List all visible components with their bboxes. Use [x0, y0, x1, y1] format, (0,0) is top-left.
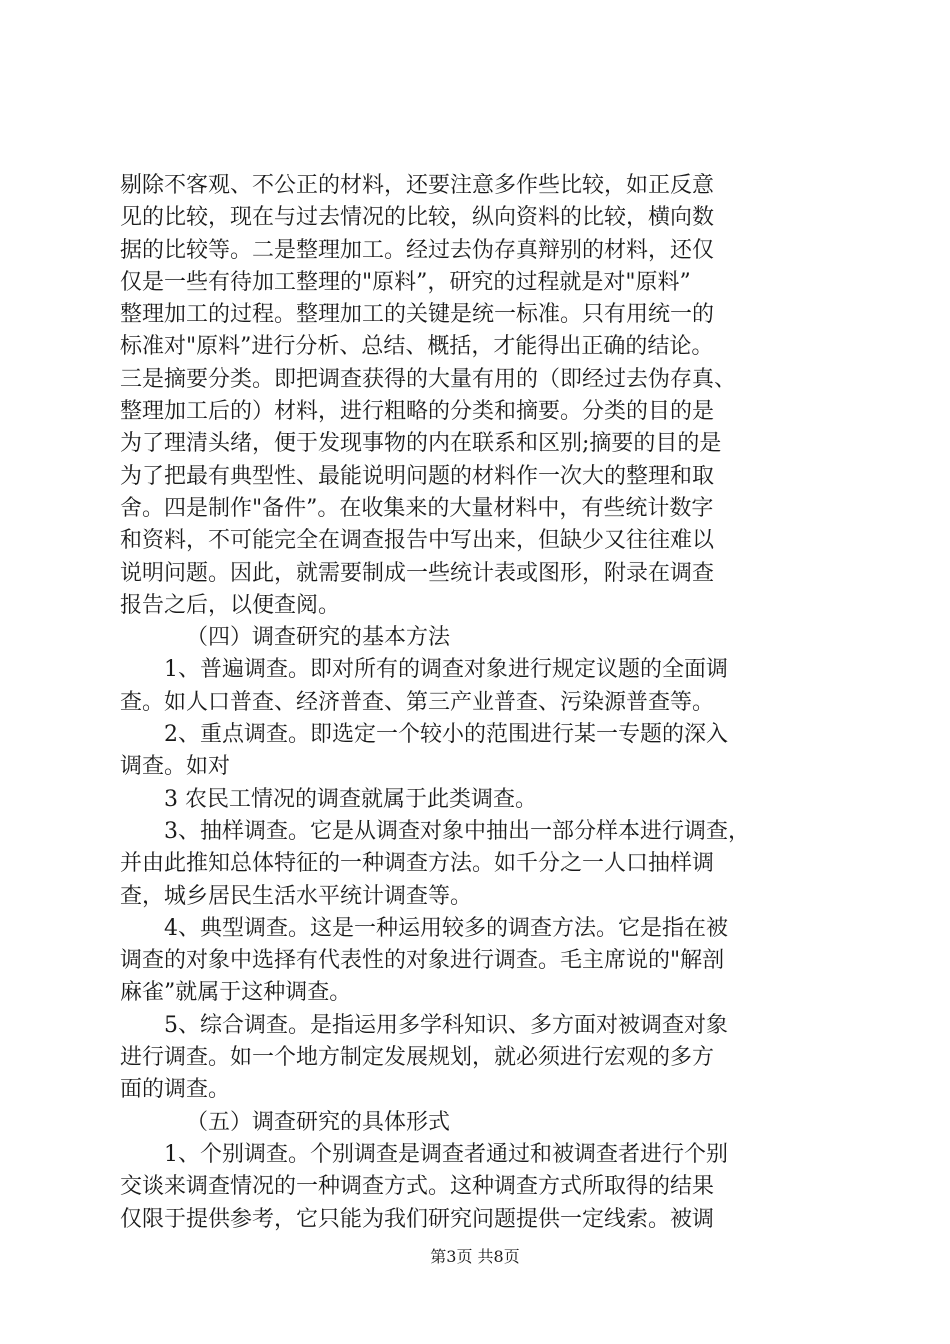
text-line: 仅限于提供参考，它只能为我们研究问题提供一定线索。被调: [120, 1206, 715, 1232]
text-line: 和资料，不可能完全在调查报告中写出来，但缺少又往往难以: [120, 528, 715, 554]
body-text: [120, 170, 840, 1236]
text-line: 为了把最有典型性、最能说明问题的材料作一次大的整理和取: [120, 463, 715, 489]
section-heading: （五）调查研究的具体形式: [186, 1109, 451, 1135]
text-line: 标准对"原料”进行分析、总结、概括，才能得出正确的结论。: [120, 334, 714, 360]
text-line: 剔除不客观、不公正的材料，还要注意多作些比较，如正反意: [120, 173, 715, 198]
page-footer: 第3页 共8页: [430, 1247, 520, 1266]
text-line: 见的比较，现在与过去情况的比较，纵向资料的比较，横向数: [120, 205, 715, 231]
text-line: 进行调查。如一个地方制定发展规划，就必须进行宏观的多方: [120, 1045, 715, 1071]
text-line: 据的比较等。二是整理加工。经过去伪存真辩别的材料，还仅: [120, 237, 715, 263]
text-line: 并由此推知总体特征的一种调查方法。如千分之一人口抽样调: [120, 851, 715, 877]
text-line: 3、抽样调查。它是从调查对象中抽出一部分样本进行调查，: [164, 818, 750, 844]
text-line: 仅是一些有待加工整理的"原料”，研究的过程就是对"原料”: [120, 269, 691, 295]
text-line: 为了理清头绪，便于发现事物的内在联系和区别;摘要的目的是: [120, 431, 722, 457]
text-line: 报告之后，以便查阅。: [120, 592, 341, 618]
text-line: 查。如人口普查、经济普查、第三产业普查、污染源普查等。: [120, 689, 715, 715]
text-line: 说明问题。因此，就需要制成一些统计表或图形，附录在调查: [120, 560, 715, 586]
text-line: 查，城乡居民生活水平统计调查等。: [120, 883, 473, 909]
text-line: 1、个别调查。个别调查是调查者通过和被调查者进行个别: [164, 1141, 728, 1167]
text-line: 4、典型调查。这是一种运用较多的调查方法。它是指在被: [164, 915, 728, 941]
text-line: 调查的对象中选择有代表性的对象进行调查。毛主席说的"解剖: [120, 948, 725, 974]
text-line: 三是摘要分类。即把调查获得的大量有用的（即经过去伪存真、: [120, 366, 737, 392]
text-line: 整理加工后的）材料，进行粗略的分类和摘要。分类的目的是: [120, 399, 715, 425]
text-line: 麻雀”就属于这种调查。: [120, 980, 352, 1006]
text-line: 交谈来调查情况的一种调查方式。这种调查方式所取得的结果: [120, 1174, 715, 1200]
text-line: 3 农民工情况的调查就属于此类调查。: [164, 786, 537, 812]
text-line: 舍。四是制作"备件”。在收集来的大量材料中，有些统计数字: [120, 495, 714, 521]
text-line: 整理加工的过程。整理加工的关键是统一标准。只有用统一的: [120, 302, 715, 328]
text-line: 面的调查。: [120, 1077, 231, 1103]
section-heading: （四）调查研究的基本方法: [186, 625, 451, 651]
text-line: 调查。如对: [120, 754, 231, 780]
text-line: 5、综合调查。是指运用多学科知识、多方面对被调查对象: [164, 1012, 728, 1038]
text-line: 1、普遍调查。即对所有的调查对象进行规定议题的全面调: [164, 657, 728, 683]
text-line: 2、重点调查。即选定一个较小的范围进行某一专题的深入: [164, 722, 728, 748]
